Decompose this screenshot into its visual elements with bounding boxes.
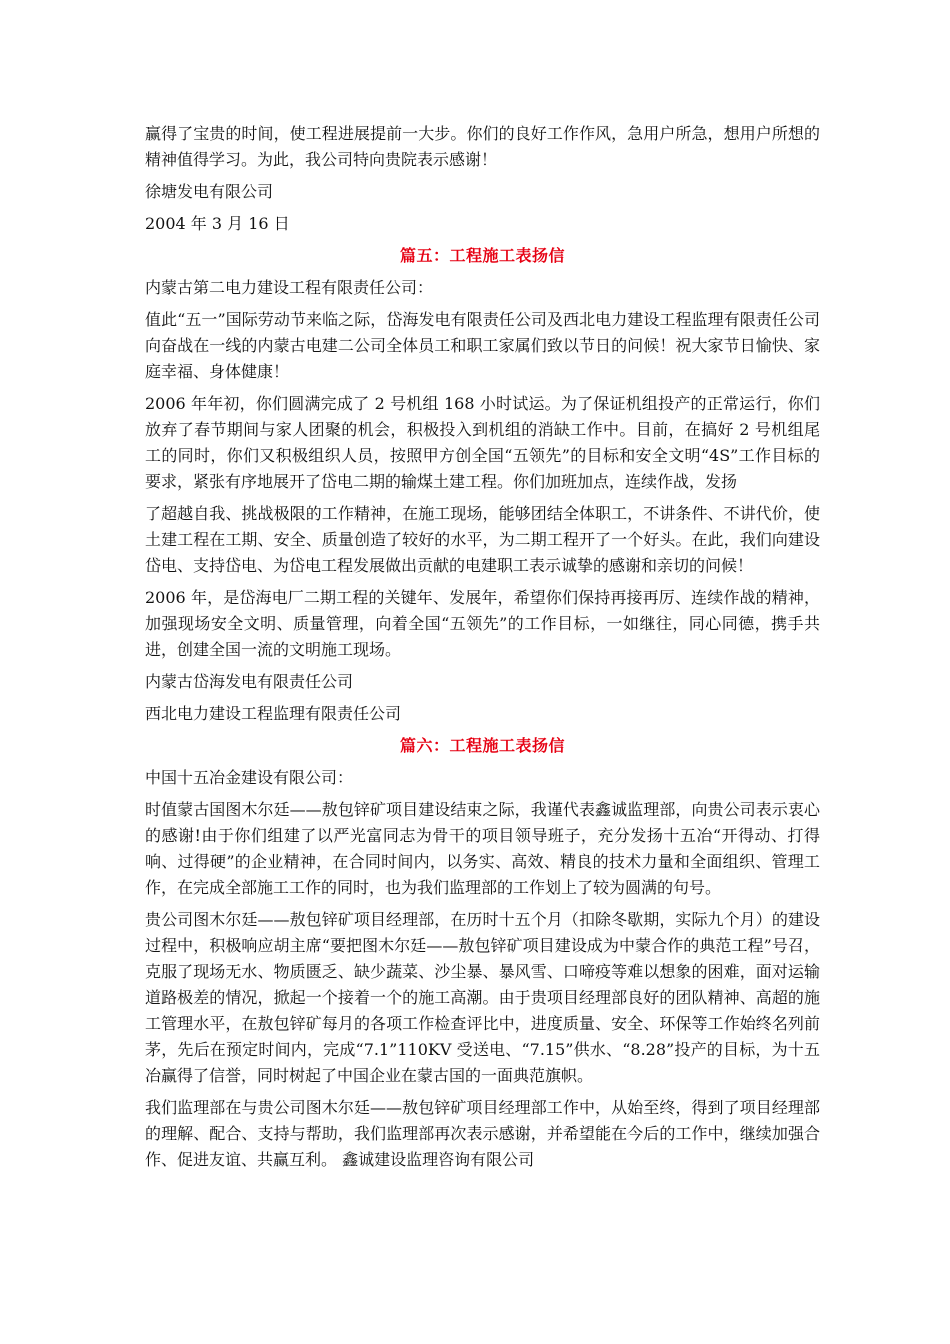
paragraph-six-1: 时值蒙古国图木尔廷——敖包锌矿项目建设结束之际，我谨代表鑫诚监理部，向贵公司表示衷心的感谢!由于你们组建了以严光富同志为骨干的项目领导班子，充分发扬十五冶“开得动、打得响、过得硬”的企业精神，在合同时间内，以务实、高效、精良的技术力量和全面组织、管理工作，在完成全部施工工作的同时，也为我们监理部的工作划上了较为圆满的句号。 [145,800,820,897]
paragraph-intro-continuation: 赢得了宝贵的时间，使工程进展提前一大步。你们的良好工作作风，急用户所急，想用户所想的精神值得学习。为此，我公司特向贵院表示感谢！ [145,124,820,169]
paragraph-five-1: 值此“五一”国际劳动节来临之际，岱海发电有限责任公司及西北电力建设工程监理有限责任公司向奋战在一线的内蒙古电建二公司全体员工和职工家属们致以节日的问候！祝大家节日愉快、家庭幸福、身体健康！ [145,310,820,381]
paragraph-five-2: 2006 年年初，你们圆满完成了 2 号机组 168 小时试运。为了保证机组投产的正常运行，你们放弃了春节期间与家人团聚的机会，积极投入到机组的消缺工作中。目前，在搞好 2 号机组尾工的同时，你们又积极组织人员，按照甲方创全国“五领先”的目标和安全文明“4S”工作目标的要求，紧张有序地展开了岱电二期的输煤土建工程。你们加班加点，连续作战，发扬 [145,394,820,491]
section-heading-six: 篇六：工程施工表扬信 [399,736,565,755]
signature-daihai: 内蒙古岱海发电有限责任公司 [145,672,354,691]
section-heading-five: 篇五：工程施工表扬信 [399,246,565,265]
paragraph-six-3: 我们监理部在与贵公司图木尔廷——敖包锌矿项目经理部工作中，从始至终，得到了项目经理部的理解、配合、支持与帮助，我们监理部再次表示感谢，并希望能在今后的工作中，继续加强合作、促进友谊、共赢互利。 鑫诚建设监理咨询有限公司 [145,1098,820,1169]
salutation-six: 中国十五冶金建设有限公司： [145,768,354,787]
paragraph-six-2: 贵公司图木尔廷——敖包锌矿项目经理部，在历时十五个月（扣除冬歇期，实际九个月）的建设过程中，积极响应胡主席“要把图木尔廷——敖包锌矿项目建设成为中蒙合作的典范工程”号召，克服了现场无水、物质匮乏、缺少蔬菜、沙尘暴、暴风雪、口啼疫等难以想象的困难，面对运输道路极差的情况，掀起一个接着一个的施工高潮。由于贵项目经理部良好的团队精神、高超的施工管理水平，在敖包锌矿每月的各项工作检查评比中，进度质量、安全、环保等工作始终名列前茅，先后在预定时间内，完成“7.1”110KV 受送电、“7.15”供水、“8.28”投产的目标，为十五冶赢得了信誉，同时树起了中国企业在蒙古国的一面典范旗帜。 [145,910,820,1085]
salutation-five: 内蒙古第二电力建设工程有限责任公司： [145,278,434,297]
paragraph-five-4: 2006 年，是岱海电厂二期工程的关键年、发展年，希望你们保持再接再厉、连续作战的精神，加强现场安全文明、质量管理，向着全国“五领先”的工作目标，一如继往，同心同德，携手共进，创建全国一流的文明施工现场。 [145,588,820,659]
signature-company-xutang: 徐塘发电有限公司 [145,182,274,201]
signature-northwest: 西北电力建设工程监理有限责任公司 [145,704,402,723]
paragraph-five-3: 了超越自我、挑战极限的工作精神，在施工现场，能够团结全体职工，不讲条件、不讲代价，使土建工程在工期、安全、质量创造了较好的水平，为二期工程开了一个好头。在此，我们向建设岱电、支持岱电、为岱电工程发展做出贡献的电建职工表示诚挚的感谢和亲切的问候！ [145,504,820,575]
signature-date: 2004 年 3 月 16 日 [145,214,290,233]
